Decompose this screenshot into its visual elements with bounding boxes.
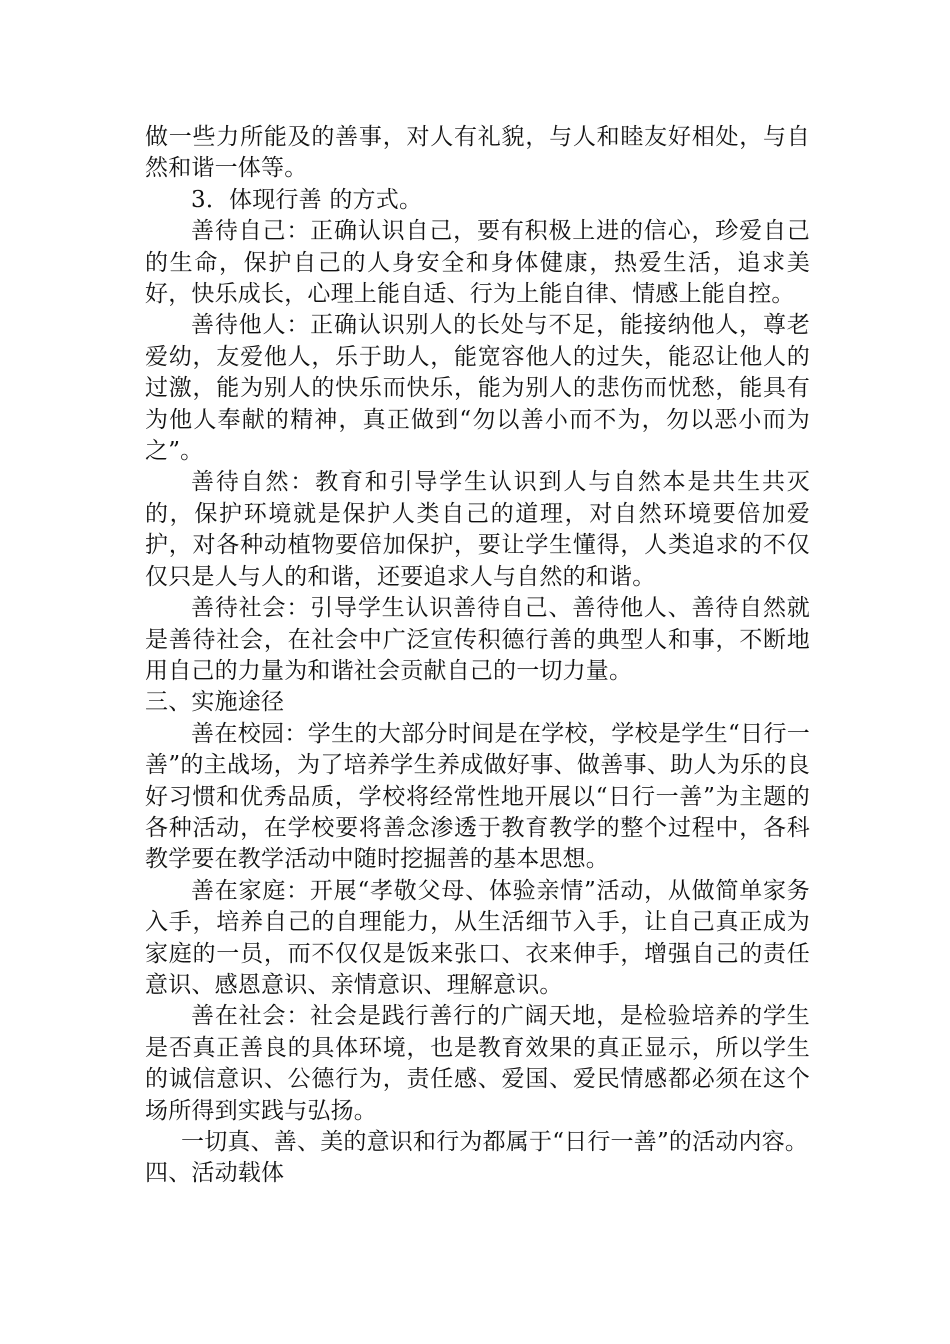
subsection-title: 3．体现行善 的方式。 [191, 186, 423, 213]
paragraph-campus: 善在校园：学生的大部分时间是在学校，学校是学生“日行一善”的主战场，为了培养学生养成做好事、做善事、助人为乐的良好习惯和优秀品质，学校将经常性地开展以“日行一善”为主题的各种活动，在学校要将善念渗透于教育教学的整个过程中，各科教学要在教学活动中随时挖掘善的基本思想。 [145, 720, 810, 873]
paragraph-self: 善待自己：正确认识自己，要有积极上进的信心，珍爱自己的生命，保护自己的人身安全和身体健康，热爱生活，追求美好，快乐成长，心理上能自适、行为上能自律、情感上能自控。 [145, 218, 810, 308]
paragraph-society: 善待社会：引导学生认识善待自己、善待他人、善待自然就是善待社会，在社会中广泛宣传积德行善的典型人和事，不断地用自己的力量为和谐社会贡献自己的一切力量。 [145, 595, 810, 684]
paragraph-summary: 一切真、善、美的意识和行为都属于“日行一善”的活动内容。 [181, 1129, 809, 1155]
section-heading-implementation: 三、实施途径 [145, 689, 285, 716]
paragraph-continuation: 做一些力所能及的善事，对人有礼貌，与人和睦友好相处，与自然和谐一体等。 [145, 124, 810, 182]
paragraph-community: 善在社会：社会是践行善行的广阔天地，是检验培养的学生是否真正善良的具体环境，也是教育效果的真正显示，所以学生的诚信意识、公德行为，责任感、爱国、爱民情感都必须在这个场所得到实践与弘扬。 [145, 1003, 810, 1124]
paragraph-family: 善在家庭：开展“孝敬父母、体验亲情”活动，从做简单家务入手，培养自己的自理能力，从生活细节入手，让自己真正成为家庭的一员，而不仅仅是饭来张口、衣来伸手，增强自己的责任意识、感恩意识、亲情意识、理解意识。 [145, 877, 810, 998]
document-page [145, 122, 810, 1190]
paragraph-others: 善待他人：正确认识别人的长处与不足，能接纳他人，尊老爱幼，友爱他人，乐于助人，能宽容他人的过失，能忍让他人的过激，能为别人的快乐而快乐，能为别人的悲伤而忧愁，能具有为他人奉献的精神，真正做到“勿以善小而不为，勿以恶小而为之”。 [145, 312, 810, 465]
section-heading-carriers: 四、活动载体 [145, 1160, 285, 1187]
paragraph-nature: 善待自然：教育和引导学生认识到人与自然本是共生共灭的，保护环境就是保护人类自己的道理，对自然环境要倍加爱护，对各种动植物要倍加保护，要让学生懂得，人类追求的不仅仅只是人与人的和谐，还要追求人与自然的和谐。 [145, 469, 810, 590]
